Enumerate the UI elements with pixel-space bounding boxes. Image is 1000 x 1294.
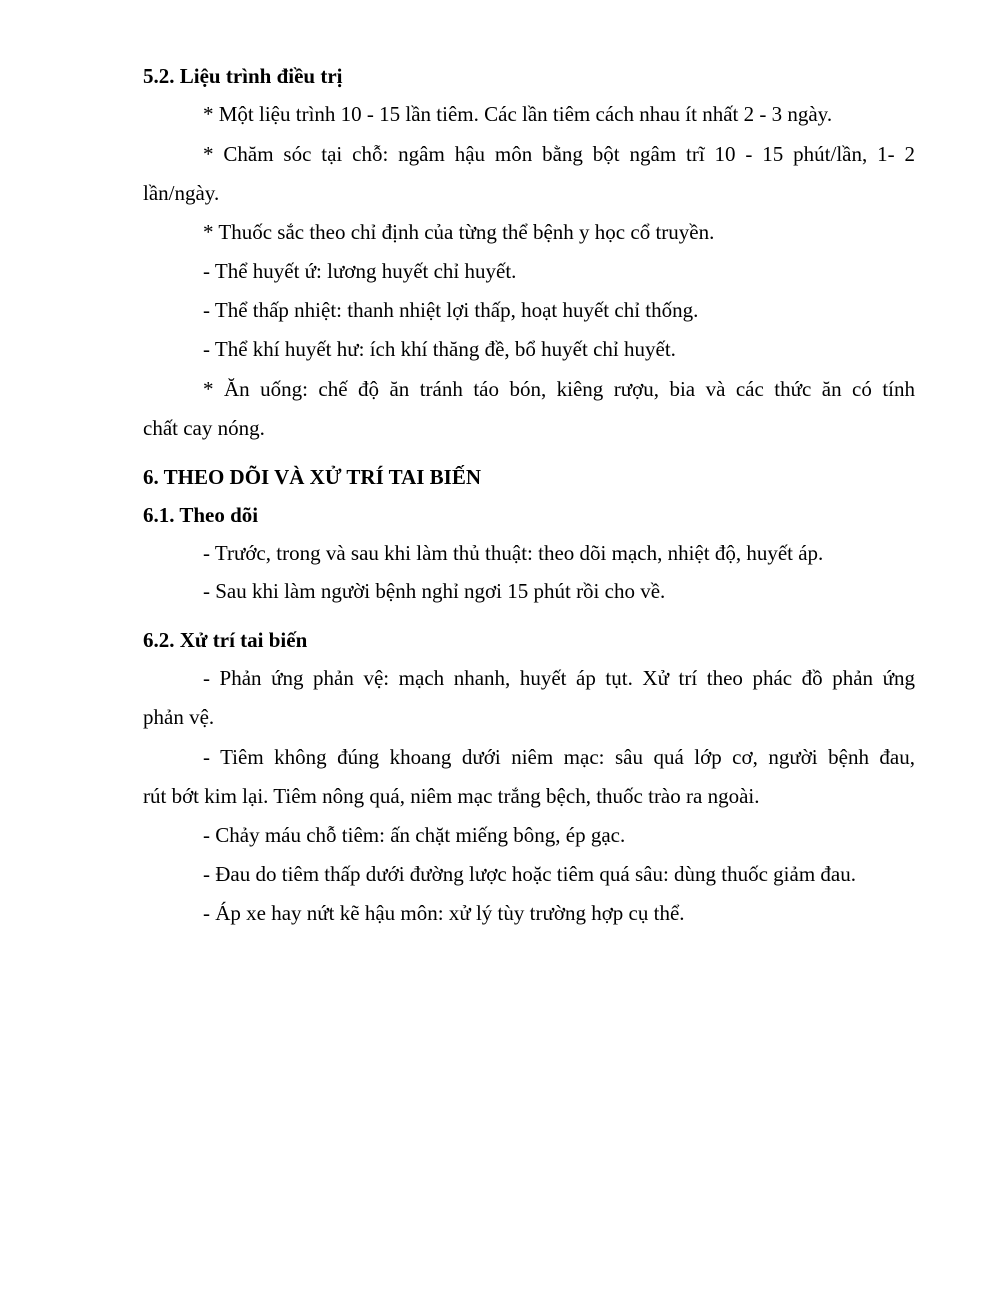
list-item: - Đau do tiêm thấp dưới đường lược hoặc tiêm quá sâu: dùng thuốc giảm đau. (203, 862, 856, 886)
paragraph-line: * Một liệu trình 10 - 15 lần tiêm. Các lần tiêm cách nhau ít nhất 2 - 3 ngày. (203, 102, 833, 126)
paragraph-line: rút bớt kim lại. Tiêm nông quá, niêm mạc trắng bệch, thuốc trào ra ngoài. (143, 784, 760, 808)
paragraph-line: chất cay nóng. (143, 416, 265, 440)
list-item: - Thể thấp nhiệt: thanh nhiệt lợi thấp, hoạt huyết chỉ thống. (203, 298, 699, 322)
list-item: - Trước, trong và sau khi làm thủ thuật: theo dõi mạch, nhiệt độ, huyết áp. (203, 541, 824, 565)
section-heading-6: 6. THEO DÕI VÀ XỬ TRÍ TAI BIẾN (143, 465, 482, 489)
list-item: - Tiêm không đúng khoang dưới niêm mạc: sâu quá lớp cơ, người bệnh đau, (203, 745, 915, 769)
paragraph-line: * Ăn uống: chế độ ăn tránh táo bón, kiêng rượu, bia và các thức ăn có tính (203, 377, 915, 401)
paragraph-line: phản vệ. (143, 705, 215, 729)
list-item: - Chảy máu chỗ tiêm: ấn chặt miếng bông, ép gạc. (203, 823, 626, 847)
list-item: - Sau khi làm người bệnh nghỉ ngơi 15 phút rồi cho về. (203, 579, 666, 603)
list-item: - Áp xe hay nứt kẽ hậu môn: xử lý tùy trường hợp cụ thể. (203, 901, 685, 925)
section-heading-6-2: 6.2. Xử trí tai biến (143, 628, 308, 652)
paragraph-line: * Chăm sóc tại chỗ: ngâm hậu môn bằng bột ngâm trĩ 10 - 15 phút/lần, 1- 2 (203, 142, 915, 166)
section-heading-5-2: 5.2. Liệu trình điều trị (143, 64, 343, 88)
paragraph-line: * Thuốc sắc theo chỉ định của từng thể bệnh y học cổ truyền. (203, 220, 715, 244)
list-item: - Phản ứng phản vệ: mạch nhanh, huyết áp tụt. Xử trí theo phác đồ phản ứng (203, 666, 915, 690)
list-item: - Thể khí huyết hư: ích khí thăng đề, bổ huyết chỉ huyết. (203, 337, 676, 361)
section-heading-6-1: 6.1. Theo dõi (143, 503, 259, 527)
paragraph-line: lần/ngày. (143, 181, 220, 205)
list-item: - Thể huyết ứ: lương huyết chỉ huyết. (203, 259, 517, 283)
